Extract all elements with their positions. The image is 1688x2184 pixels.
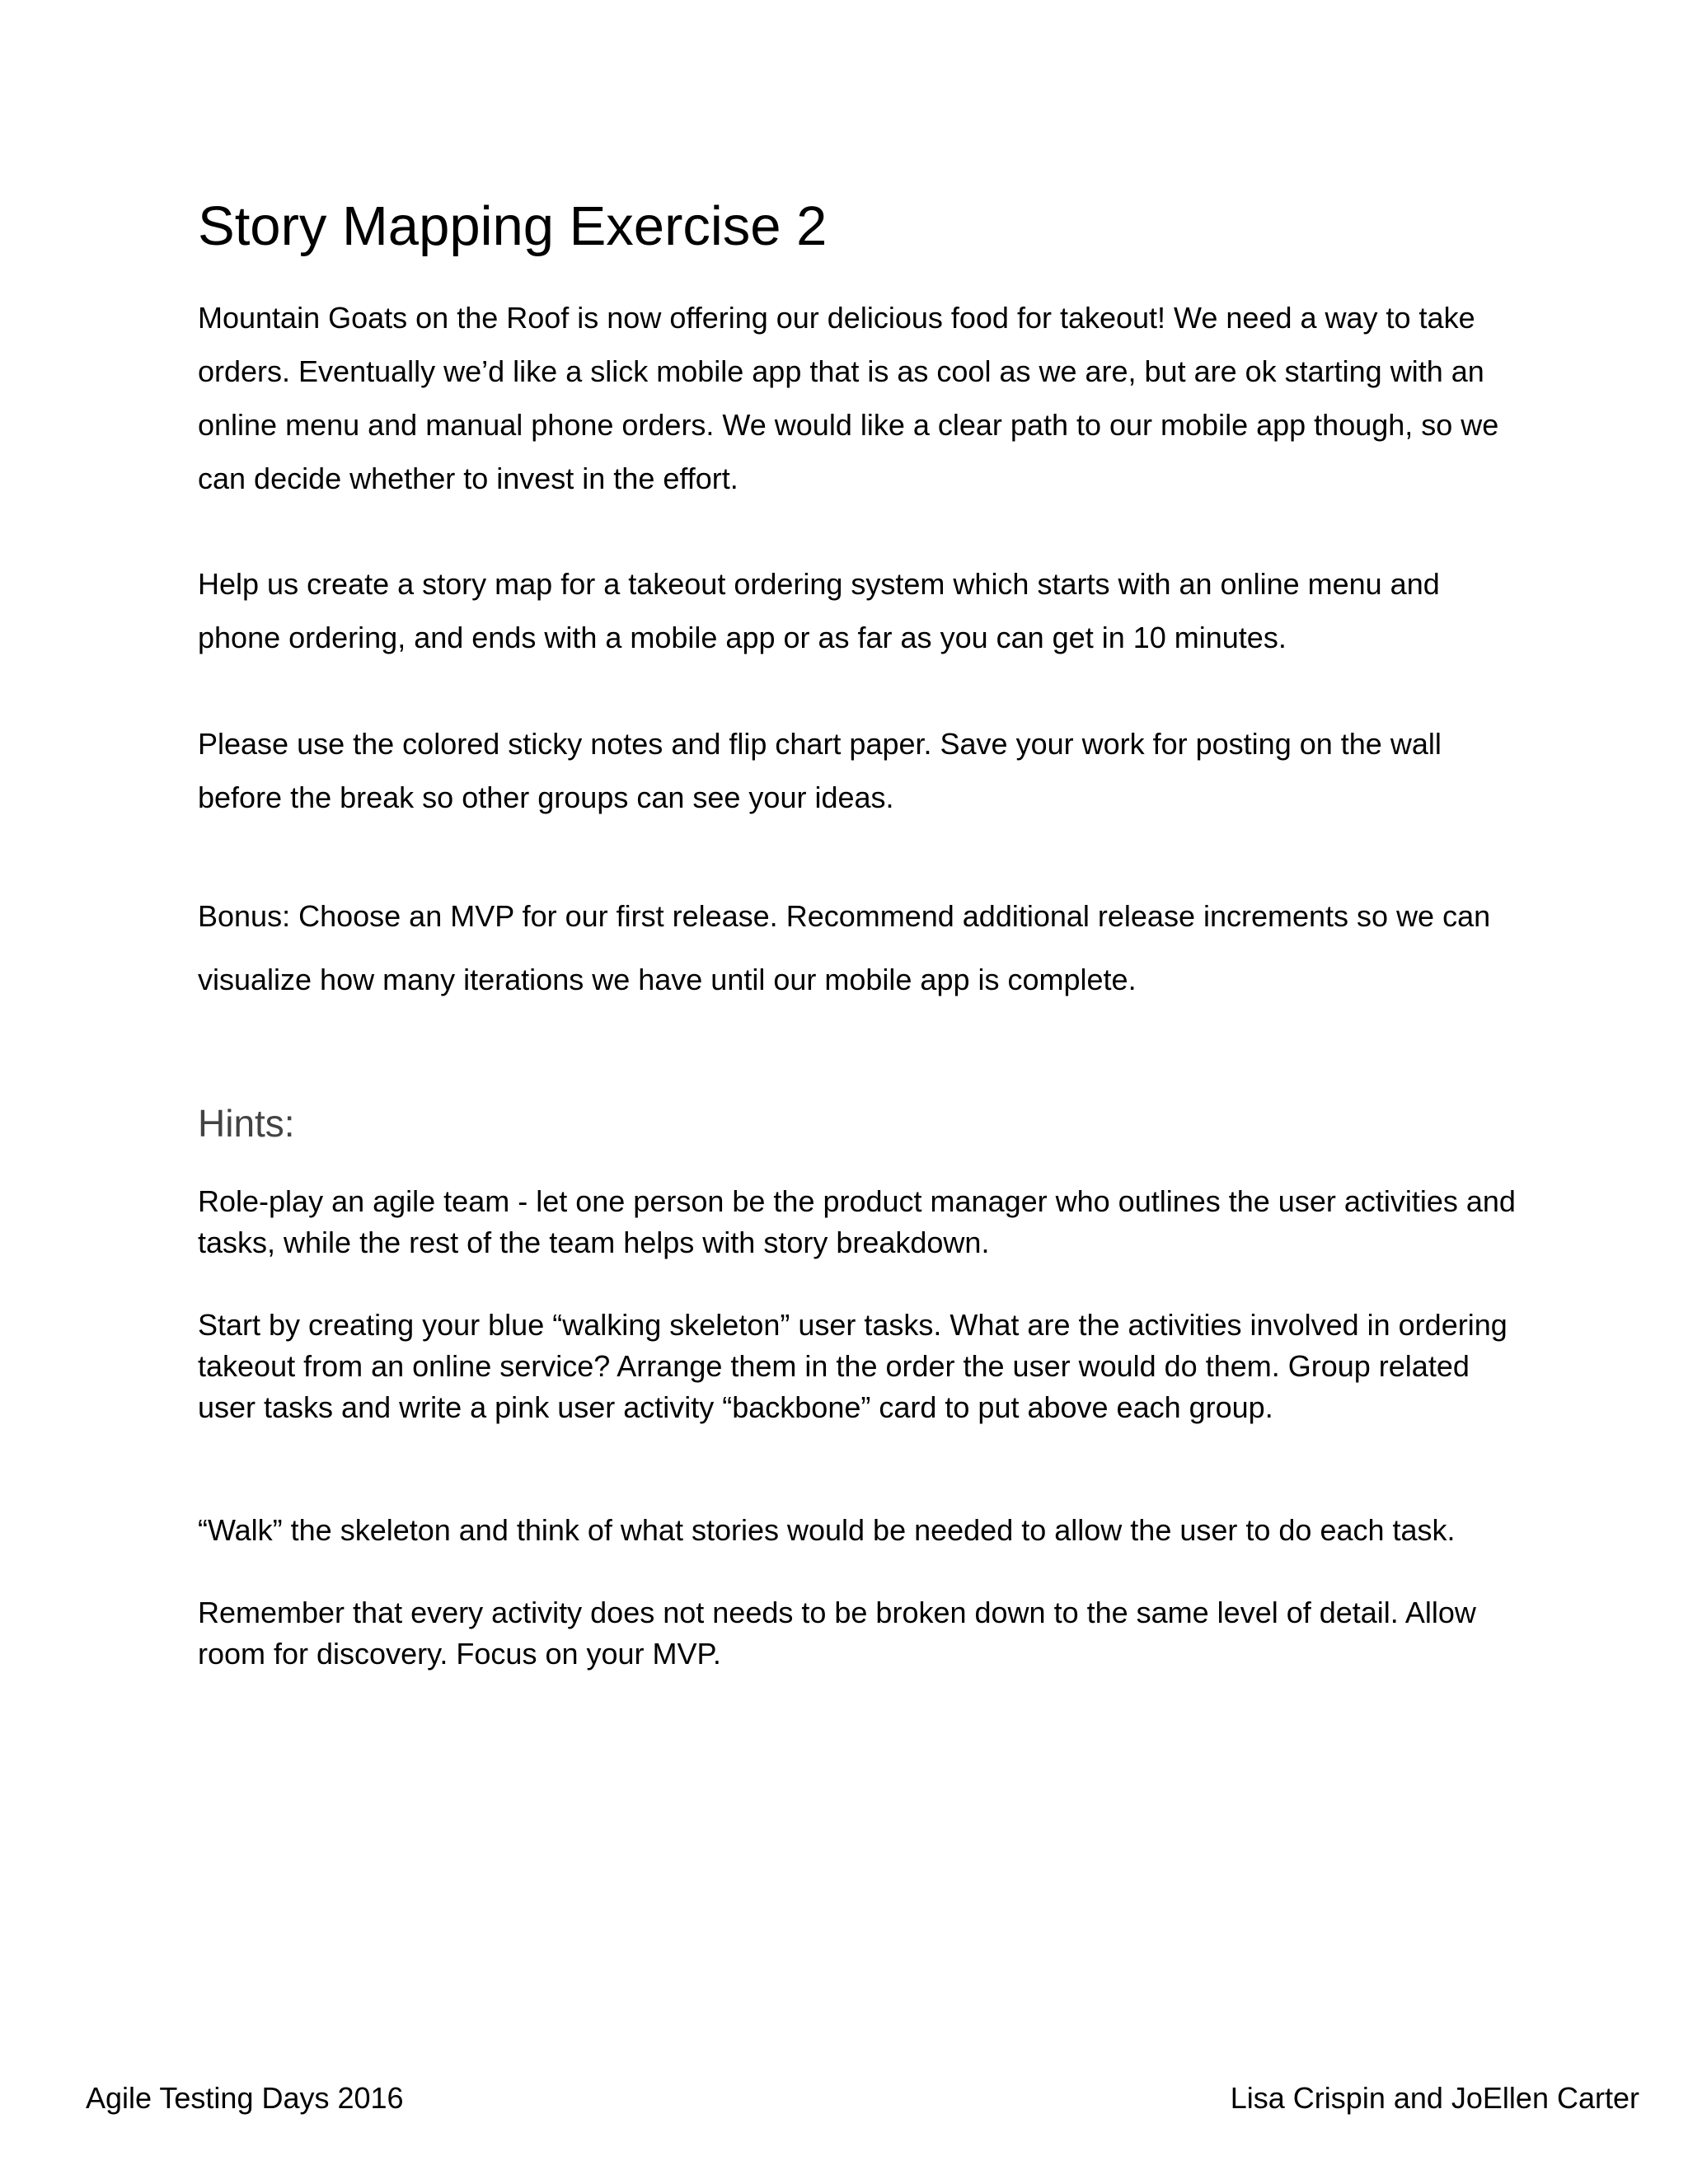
hint-paragraph: Remember that every activity does not needs to be broken down to the same level of detail. Allow room for discovery. Focus on your MVP. <box>198 1596 1476 1671</box>
footer-authors: Lisa Crispin and JoEllen Carter <box>1230 2081 1639 2115</box>
intro-paragraph: Help us create a story map for a takeout ordering system which starts with an online menu and phone ordering, and ends with a mobile app or as far as you can get in 10 minutes. <box>198 567 1440 654</box>
hint-paragraph: “Walk” the skeleton and think of what stories would be needed to allow the user to do each task. <box>198 1513 1456 1547</box>
hints-heading: Hints: <box>198 1102 295 1145</box>
hint-paragraph: Role-play an agile team - let one person be the product manager who outlines the user activities and tasks, while the rest of the team helps with story breakdown. <box>198 1184 1516 1259</box>
footer-event-name: Agile Testing Days 2016 <box>86 2081 404 2115</box>
intro-paragraph: Mountain Goats on the Roof is now offering our delicious food for takeout! We need a way to take orders. Eventually we’d like a slick mobile app that is as cool as we are, but are ok starting with an online menu and manual phone orders. We would like a clear path to our mobile app though, so we can decide whether to invest in the effort. <box>198 301 1499 495</box>
page-title: Story Mapping Exercise 2 <box>198 195 828 257</box>
intro-paragraph: Please use the colored sticky notes and flip chart paper. Save your work for posting on the wall before the break so other groups can see your ideas. <box>198 727 1442 814</box>
bonus-paragraph: Bonus: Choose an MVP for our first release. Recommend additional release increments so we can visualize how many iterations we have until our mobile app is complete. <box>198 899 1491 996</box>
hint-paragraph: Start by creating your blue “walking skeleton” user tasks. What are the activities involved in ordering takeout from an online service? Arrange them in the order the user would do them. Group related user tasks and write a pink user activity “backbone” card to put above each group. <box>198 1308 1507 1424</box>
